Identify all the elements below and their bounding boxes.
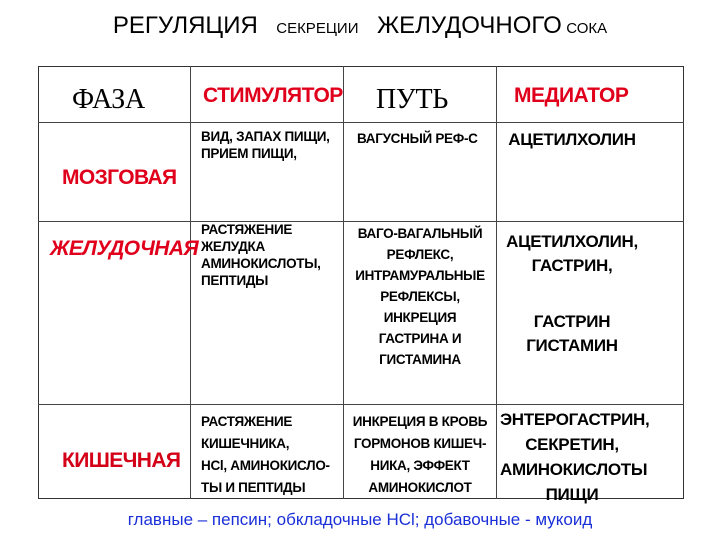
mediator-cell: АЦЕТИЛХОЛИН, ГАСТРИН, ГАСТРИН ГИСТАМИН [506, 232, 638, 355]
title-part-secretion: СЕКРЕЦИИ [276, 20, 359, 37]
title-part-gastric: ЖЕЛУДОЧНОГО [376, 12, 562, 39]
page-title [0, 12, 720, 40]
row-divider [38, 122, 684, 123]
path-cell: ИНКРЕЦИЯ В КРОВЬ ГОРМОНОВ КИШЕЧ- НИКА, ЭФФЕКТ АМИНОКИСЛОТ [352, 414, 488, 495]
stimulator-cell: ВИД, ЗАПАХ ПИЩИ, ПРИЕМ ПИЩИ, [201, 129, 330, 161]
phase-intestinal: КИШЕЧНАЯ [62, 449, 181, 472]
header-stimulator: СТИМУЛЯТОР [203, 84, 343, 107]
mediator-cell: ЭНТЕРОГАСТРИН, СЕКРЕТИН, АМИНОКИСЛОТЫ ПИЩИ [500, 410, 650, 504]
phase-gastric: ЖЕЛУДОЧНАЯ [50, 237, 199, 260]
mediator-cell: АЦЕТИЛХОЛИН [508, 130, 636, 149]
row-divider [38, 404, 684, 405]
column-divider [190, 66, 191, 499]
row-divider [38, 221, 684, 222]
stimulator-cell: РАСТЯЖЕНИЕ ЖЕЛУДКА АМИНОКИСЛОТЫ, ПЕПТИДЫ [201, 222, 321, 288]
footer-note: главные – пепсин; обкладочные HCl; добавочные - мукоид [127, 510, 593, 529]
path-cell: ВАГУСНЫЙ РЕФ-С [357, 131, 478, 146]
column-divider [496, 66, 497, 499]
column-divider [343, 66, 344, 499]
title-part-juice: СОКА [566, 20, 608, 37]
header-phase: ФАЗА [72, 84, 145, 115]
path-cell: ВАГО-ВАГАЛЬНЫЙ РЕФЛЕКС, ИНТРАМУРАЛЬНЫЕ РЕФЛЕКСЫ, ИНКРЕЦИЯ ГАСТРИНА И ГИСТАМИНА [355, 226, 485, 367]
header-path: ПУТЬ [376, 84, 449, 115]
title-part-regulation: РЕГУЛЯЦИЯ [112, 12, 258, 39]
phase-cerebral: МОЗГОВАЯ [62, 166, 177, 189]
header-mediator: МЕДИАТОР [514, 84, 629, 107]
stimulator-cell: РАСТЯЖЕНИЕ КИШЕЧНИКА, HCl, АМИНОКИСЛО- ТЫ И ПЕПТИДЫ [201, 414, 330, 495]
